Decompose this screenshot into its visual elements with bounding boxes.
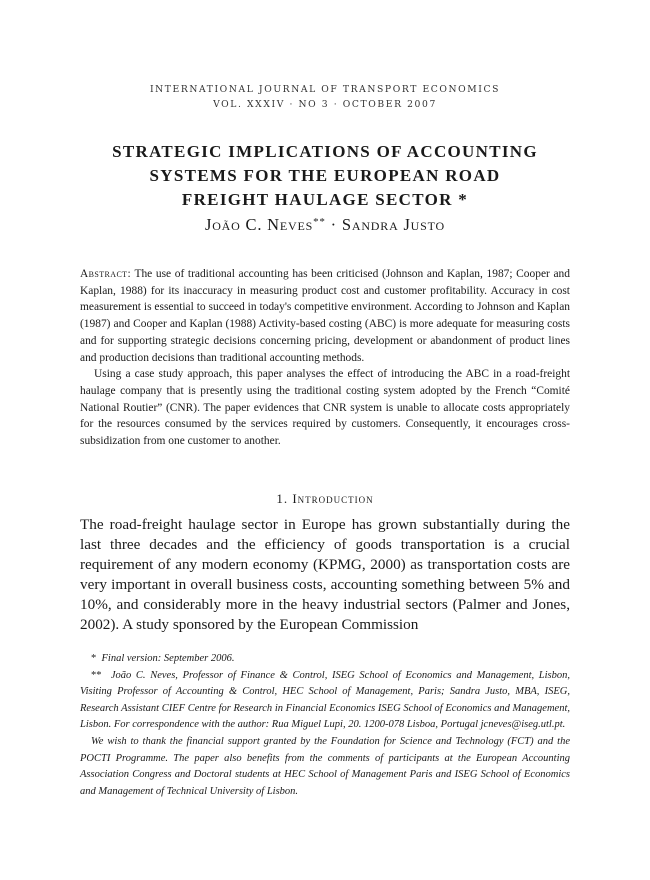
- author-separator: ·: [330, 215, 337, 234]
- author-name: João C. Neves: [204, 215, 314, 234]
- section-heading: [0, 491, 650, 507]
- abstract-label: Abstract:: [80, 268, 132, 280]
- title-line: [0, 188, 650, 212]
- author-name: Sandra Justo: [341, 215, 446, 234]
- footnote-text: Final version: September 2006.: [101, 653, 235, 664]
- footnote: [80, 651, 570, 668]
- article-title: [0, 140, 650, 212]
- footnote: [80, 734, 570, 800]
- title-line: SYSTEMS FOR THE EUROPEAN ROAD: [149, 166, 501, 185]
- footnote-mark: **: [91, 669, 102, 681]
- journal-header: [0, 82, 650, 112]
- footnotes: [80, 651, 570, 800]
- journal-name: INTERNATIONAL JOURNAL OF TRANSPORT ECONOMICS: [149, 84, 501, 95]
- author-line: [0, 215, 650, 235]
- abstract-text: The use of traditional accounting has been criticised (Johnson and Kaplan, 1987; Cooper and Kaplan, 1988) for its inaccuracy in measuring product cost and customer profitability. Accuracy in cost measurement is essential to succeed in today's competitive environment. According to Johnson and Kaplan (1987) and Cooper and Kaplan (1988) Activity-based costing (ABC) is more adequate for measuring costs and for supporting strategic decisions concerning pricing, development or abandonment of product lines and production decisions than traditional accounting methods.: [80, 268, 570, 364]
- footnote-mark: *: [91, 653, 97, 664]
- footnote-text: We wish to thank the financial support granted by the Foundation for Science and Technology (FCT) and the POCTI Programme. The paper also benefits from the comments of participants at the European Accounting Association Congress and Doctoral students at HEC School of Management Paris and ISEG School of Economics and Management of Technical University of Lisbon.: [80, 735, 570, 797]
- title-line-text: FREIGHT HAULAGE SECTOR: [181, 190, 453, 209]
- section-number: 1.: [276, 491, 289, 506]
- section-title: Introduction: [292, 491, 374, 506]
- title-line: STRATEGIC IMPLICATIONS OF ACCOUNTING: [112, 142, 538, 161]
- abstract: [80, 266, 570, 450]
- journal-issue: VOL. XXXIV · NO 3 · OCTOBER 2007: [213, 99, 437, 110]
- footnote-text: João C. Neves, Professor of Finance & Control, ISEG School of Economics and Management, Lisbon, Visiting Professor of Accounting & Control, HEC School of Management, Paris; Sandra Justo, MBA, ISEG, Research Assistant CIEF Centre for Research in Financial Economics ISEG School of Economics and Management, Lisbon. For correspondence with the author: Rua Miguel Lupi, 20. 1200-078 Lisboa, Portugal jcneves@iseg.utl.pt.: [80, 669, 571, 731]
- abstract-paragraph: Using a case study approach, this paper analyses the effect of introducing the ABC in a road-freight haulage company that is presently using the traditional costing system adopted by the French “Comité National Routier” (CNR). The paper evidences that CNR system is unable to allocate costs appropriately for the resources consumed by the services required by customers. Consequently, it encourages cross-subsidization from one customer to another.: [80, 368, 570, 448]
- footnote: [80, 668, 570, 734]
- abstract-paragraph: [80, 266, 570, 366]
- author-footnote-mark: **: [313, 216, 326, 228]
- title-footnote-mark: *: [458, 190, 469, 209]
- body-paragraph: The road-freight haulage sector in Europe has grown substantially during the last three decades and the efficiency of goods transportation is a crucial requirement of any modern economy (KPMG, 2000) as transportation costs are very important in overall business costs, accounting something between 5% and 10%, and considerably more in the heavy industrial sectors (Palmer and Jones, 2002). A study sponsored by the European Commission: [80, 516, 570, 633]
